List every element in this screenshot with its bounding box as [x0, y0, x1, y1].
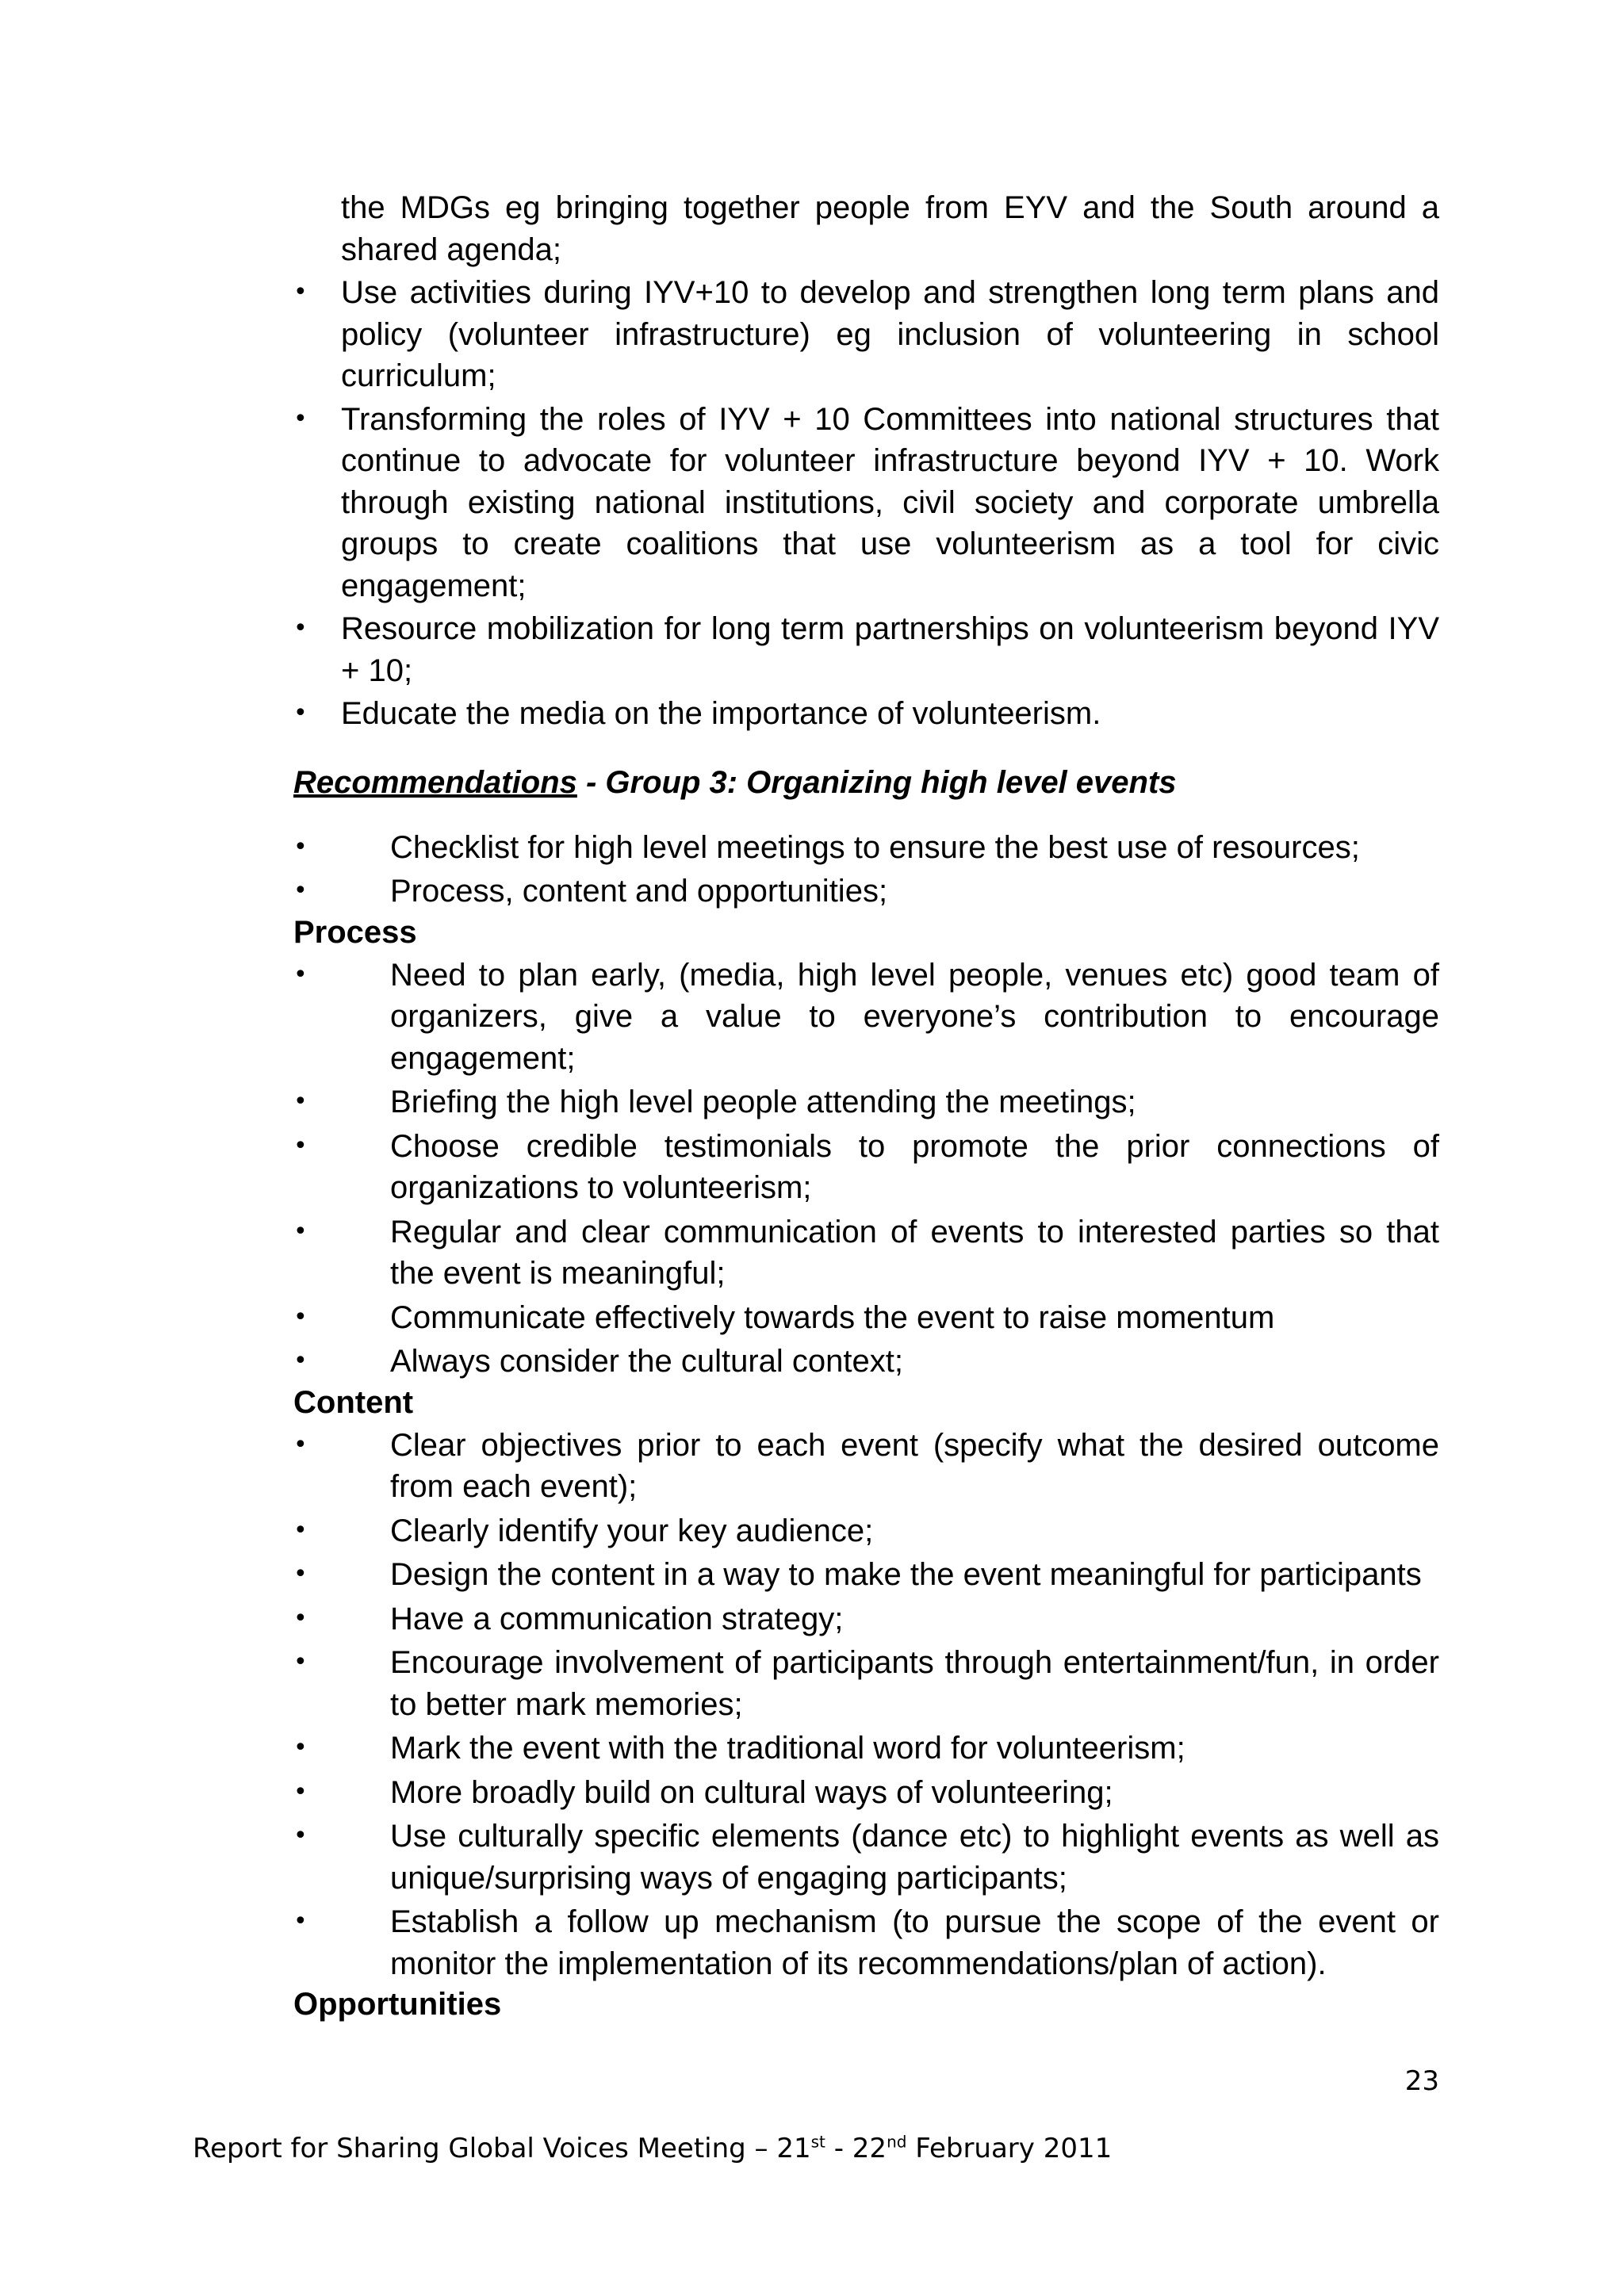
content-bullet-list [293, 1425, 1439, 1985]
list-item: • Checklist for high level meetings to ensure the best use of resources; [293, 827, 1439, 869]
bullet-icon: • [293, 960, 308, 989]
bullet-icon: • [293, 1734, 308, 1762]
bullet-icon: • [293, 1516, 308, 1544]
bullet-icon: • [293, 1088, 308, 1115]
list-item: • Use culturally specific elements (dance etc) to highlight events as well as unique/surprising ways of engaging participants; [293, 1816, 1439, 1899]
bullet-icon: • [293, 1604, 308, 1632]
list-item: • Encourage involvement of participants through entertainment/fun, in order to better mark memories; [293, 1642, 1439, 1725]
page-number: 23 [1404, 2065, 1439, 2097]
process-heading: Process [293, 914, 417, 950]
bullet-icon: • [293, 699, 308, 727]
list-item: • Establish a follow up mechanism (to pursue the scope of the event or monitor the implementation of its recommendations/plan of action). [293, 1901, 1439, 1984]
bullet-icon: • [293, 832, 308, 861]
bullet-icon: • [293, 1430, 308, 1459]
section-heading-underlined: Recommendations [293, 764, 577, 800]
bullet-icon: • [293, 1822, 308, 1850]
bullet-icon: • [293, 1131, 308, 1160]
section-heading-rest: - Group 3: Organizing high level events [576, 764, 1177, 800]
content-heading: Content [293, 1384, 414, 1420]
list-item: • Have a communication strategy; [293, 1598, 1439, 1640]
bullet-icon: • [293, 1648, 308, 1676]
list-item: • Process, content and opportunities; [293, 871, 1439, 913]
list-item: • Briefing the high level people attending the meetings; [293, 1081, 1439, 1123]
list-item: • Use activities during IYV+10 to develop and strengthen long term plans and policy (volunteer infrastructure) eg inclusion of volunteering in school curriculum; [293, 272, 1439, 397]
process-bullet-list [293, 955, 1439, 1383]
list-item: • Educate the media on the importance of volunteerism. [293, 693, 1439, 735]
top-bullet-list [293, 272, 1439, 735]
list-item: • Clear objectives prior to each event (specify what the desired outcome from each event); [293, 1425, 1439, 1508]
list-item: • Always consider the cultural context; [293, 1341, 1439, 1383]
section-heading [293, 762, 1439, 803]
list-item: • Design the content in a way to make the event meaningful for participants [293, 1554, 1439, 1596]
bullet-icon: • [293, 877, 308, 905]
bullet-icon: • [293, 1560, 308, 1588]
bullet-icon: • [293, 278, 308, 306]
intro-bullet-list [293, 827, 1439, 913]
list-item: • Clearly identify your key audience; [293, 1510, 1439, 1552]
bullet-icon: • [293, 1908, 308, 1935]
bullet-icon: • [293, 1777, 308, 1806]
bullet-icon: • [293, 1303, 308, 1331]
list-item: • Mark the event with the traditional word for volunteerism; [293, 1728, 1439, 1770]
list-item: • Communicate effectively towards the event to raise momentum [293, 1297, 1439, 1339]
list-item: • Transforming the roles of IYV + 10 Committees into national structures that continue to advocate for volunteer infrastructure beyond IYV + 10. Work through existing national institutions, civil society and corporate umbrella groups to create coalitions that use volunteerism as a tool for civic engagement; [293, 399, 1439, 607]
list-item: • Resource mobilization for long term partnerships on volunteerism beyond IYV + 10; [293, 608, 1439, 691]
continued-bullet-text: the MDGs eg bringing together people from EYV and the South around a shared agenda; [341, 190, 1439, 267]
bullet-icon: • [293, 614, 308, 642]
opportunities-heading: Opportunities [293, 1987, 502, 2022]
page-content [293, 187, 1439, 2024]
bullet-icon: • [293, 1347, 308, 1375]
list-item: • Choose credible testimonials to promote the prior connections of organizations to volunteerism; [293, 1126, 1439, 1209]
bullet-icon: • [293, 404, 308, 433]
list-item: • Regular and clear communication of events to interested parties so that the event is meaningful; [293, 1211, 1439, 1295]
bullet-icon: • [293, 1217, 308, 1246]
page-footer: Report for Sharing Global Voices Meeting – 21st - 22nd February 2011 [193, 2132, 1113, 2164]
list-item: • Need to plan early, (media, high level people, venues etc) good team of organizers, give a value to everyone’s contribution to encourage engagement; [293, 955, 1439, 1080]
list-item: • More broadly build on cultural ways of volunteering; [293, 1772, 1439, 1814]
